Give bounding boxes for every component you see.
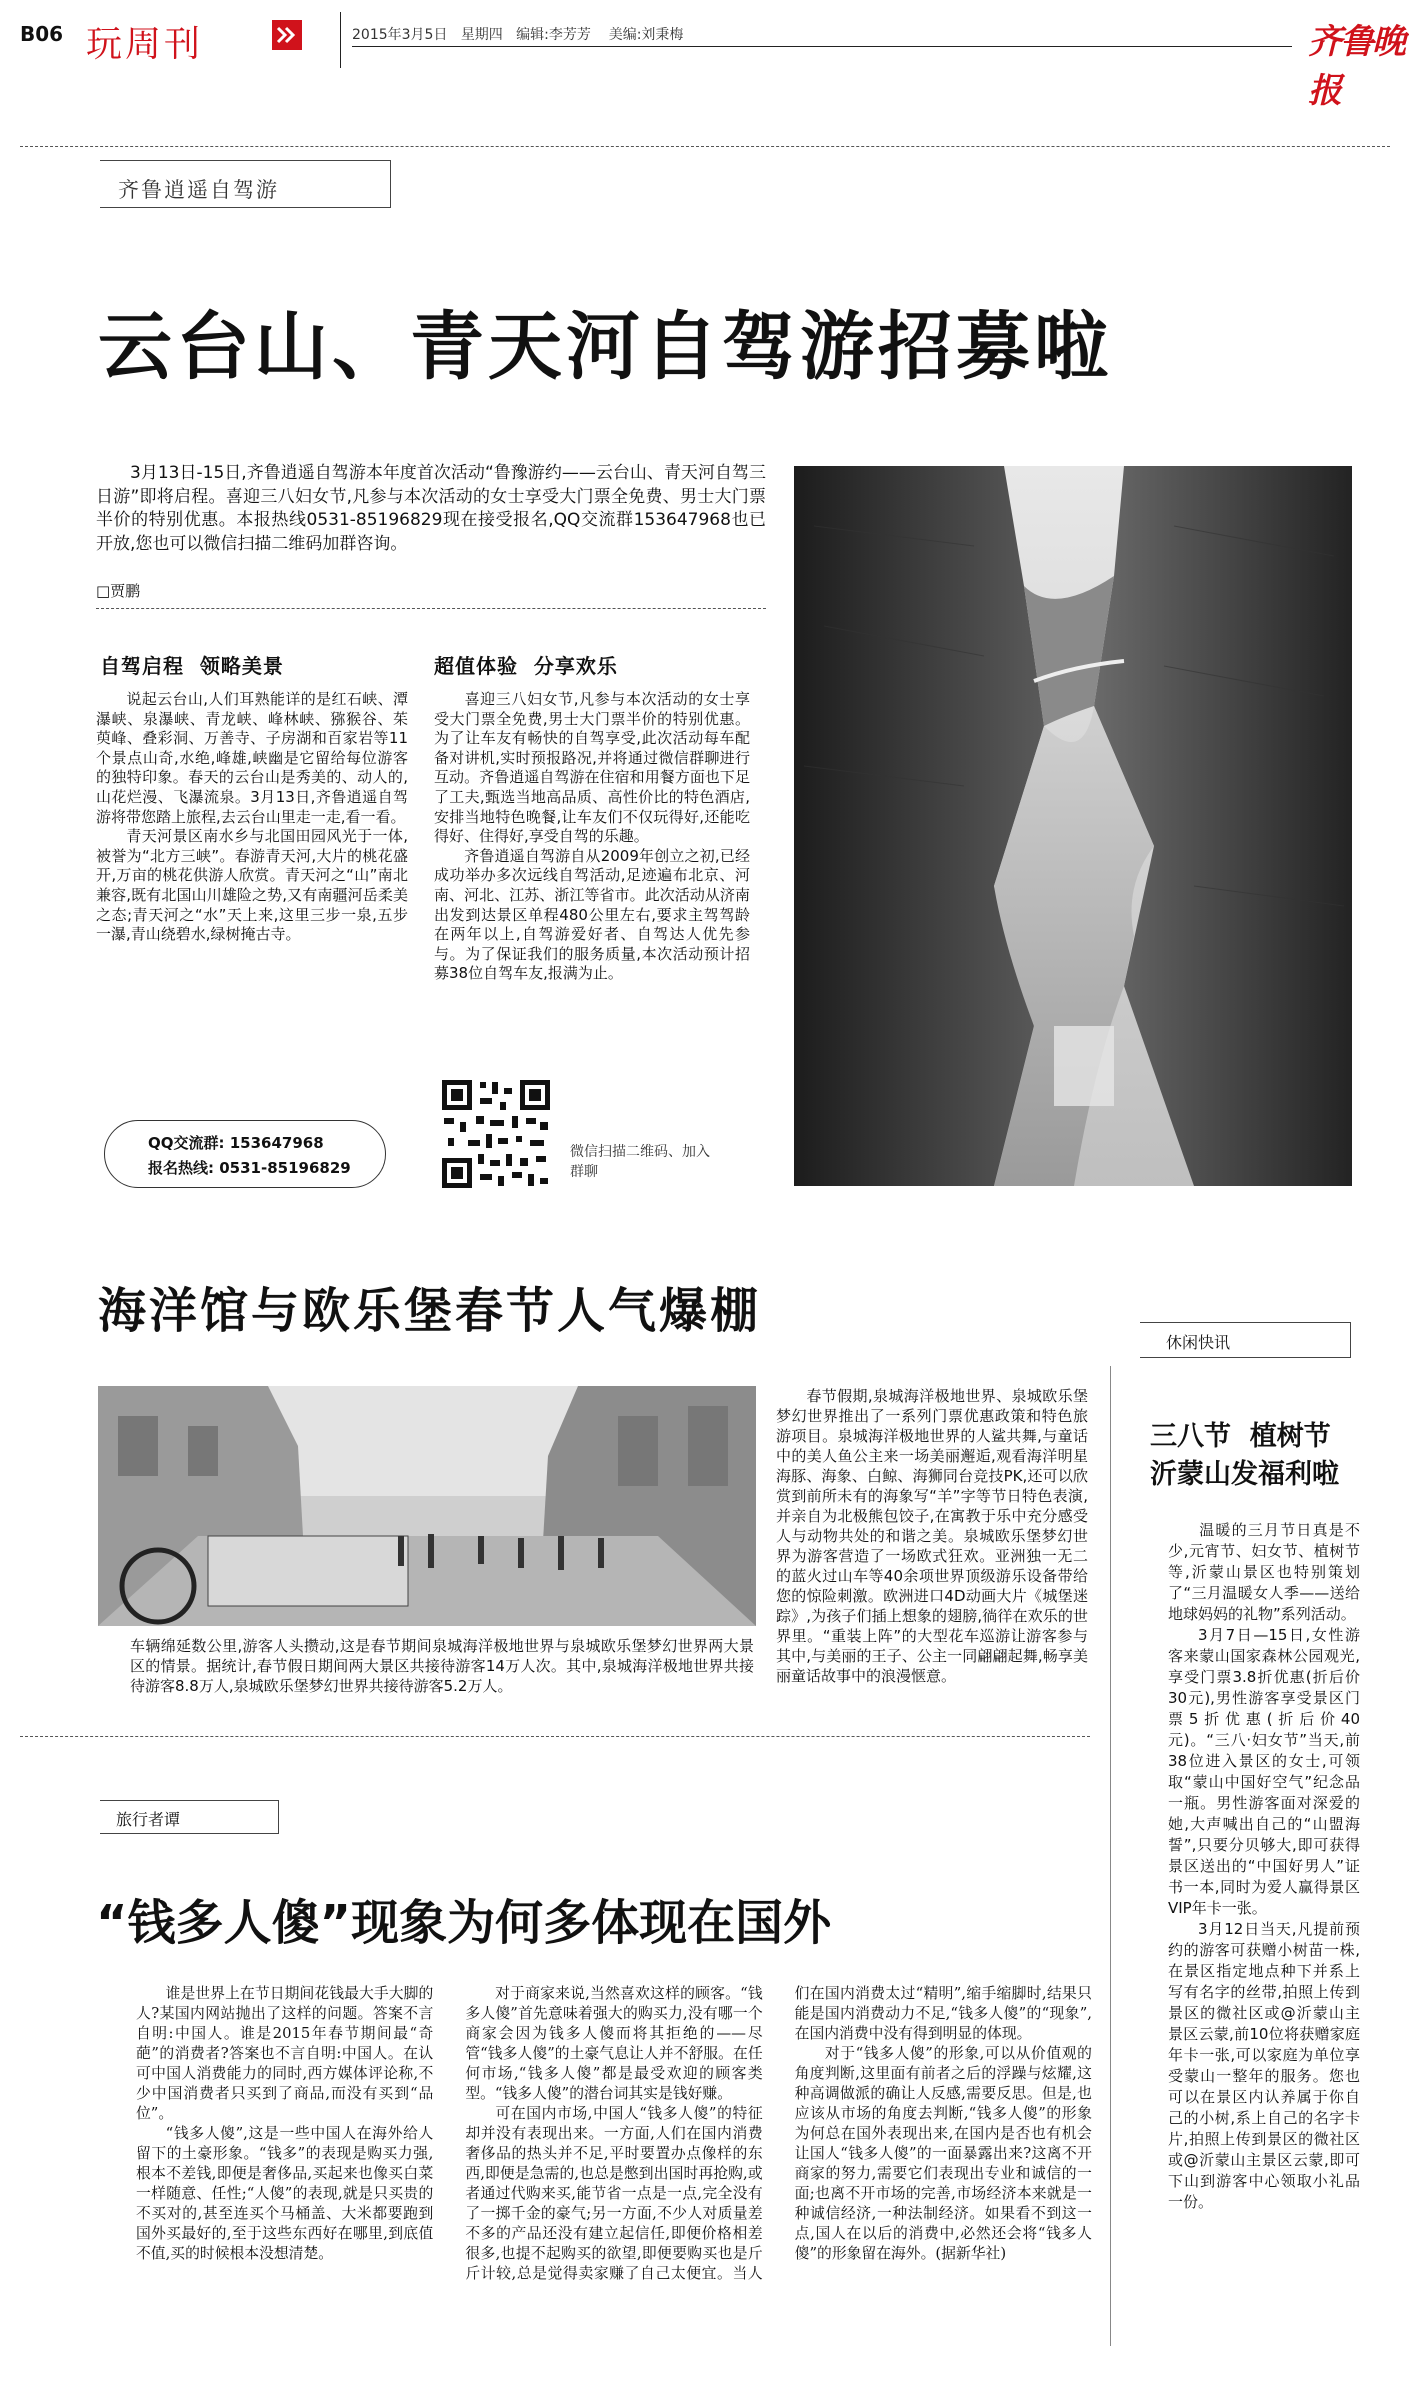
paragraph-text: 温暖的三月节日真是不少,元宵节、妇女节、植树节等,沂蒙山景区也特别策划了“三月温暖女人季——送给地球妈妈的礼物”系列活动。 [1168,1521,1360,1623]
paragraph-text: 春节假期,泉城海洋极地世界、泉城欧乐堡梦幻世界推出了一系列门票优惠政策和特色旅游项目。泉城海洋极地世界的人鲨共舞,与童话中的美人鱼公主来一场美丽邂逅,观看海洋明星海豚、海象、白鲸、海狮同台竞技PK,还可以欣赏到前所未有的海象写“羊”字等节日特色表演,并亲自为北极熊包饺子,在寓教于乐中充分感受人与动物共处的和谐之美。泉城欧乐堡梦幻世界为游客营造了一场欧式狂欢。亚洲独一无二的蓝火过山车等40余项世界顶级游乐设备带给您的惊险刺激。欧洲进口4D动画大片《城堡迷踪》,为孩子们插上想象的翅膀,徜徉在欢乐的世界里。“重装上阵”的大型花车巡游让游客参与其中,与美丽的王子、公主一同翩翩起舞,畅享美丽童话故事中的浪漫惬意。 [776,1387,1088,1685]
section-title: 玩周刊 [86,24,204,65]
paragraph [434,690,750,847]
column-tag: 齐鲁逍遥自驾游 [118,178,279,202]
traveler-divider [20,1736,1090,1737]
paragraph [96,827,408,945]
qq-group: QQ交流群: 153647968 [148,1134,324,1152]
paragraph-text: 谁是世界上在节日期间花钱最大手大脚的人?某国内网站抛出了这样的问题。答案不言自明:中国人。谁是2015年春节期间最“奇葩”的消费者?答案也不言自明:中国人。在认可中国人消费能力的同时,西方媒体评论称,不少中国消费者只买到了商品,而没有买到“品位”。 [136,1985,434,2122]
paragraph [136,1984,433,2124]
weekday: 星期四 [460,27,503,43]
yimeng-body [1168,1520,1360,2213]
paragraph-text: 喜迎三八妇女节,凡参与本次活动的女士享受大门票全免费,男士大门票半价的特别优惠。为了让车友有畅快的自驾享受,此次活动每车配备对讲机,实时预报路况,并将通过微信群聊进行互动。齐鲁逍遥自驾游在住宿和用餐方面也下足了工夫,甄选当地高品质、高性价比的特色酒店,安排当地特色晚餐,让车友们不仅玩得好,还能吃得好、住得好,享受自驾的乐趣。 [434,690,750,846]
paragraph-text: 对于“钱多人傻”的形象,可以从价值观的角度判断,这里面有前者之后的浮躁与炫耀,这种高调做派的确让人反感,需要反思。但是,也应该从市场的角度去判断,“钱多人傻”的形象为何总在国外表现出来,在国内是否也有机会让国人“钱多人傻”的一面暴露出来?这离不开商家的努力,需要它们表现出专业和诚信的一面;也离不开市场的完善,市场经济本来就是一种诚信经济,一种法制经济。如果看不到这一点,国人在以后的消费中,必然还会将“钱多人傻”的形象留在海外。(据新华社) [794,2045,1092,2262]
canyon-photo [794,466,1352,1186]
paragraph [96,690,408,827]
subheading-value: 超值体验 分享欢乐 [434,654,618,678]
qr-caption: 微信扫描二维码、加入群聊 [570,1144,710,1180]
photo-caption [130,1636,754,1696]
page-number: B06 [20,22,64,46]
section-arrow-icon [272,20,302,50]
header-vertical-divider [340,12,341,68]
hotline: 报名热线: 0531-85196829 [148,1159,351,1177]
header-underline [352,46,1292,47]
lead-text: 3月13日-15日,齐鲁逍遥自驾游本年度首次活动“鲁豫游约——云台山、青天河自驾三日游”即将启程。喜迎三八妇女节,凡参与本次活动的女士享受大门票全免费、男士大门票半价的特别优惠。本报热线0531-85196829现在接受报名,QQ交流群153647968也已开放,您也可以微信扫描二维码加群咨询。 [96,463,766,554]
headline-yuntai: 云台山、青天河自驾游招募啦 [98,304,1112,390]
money-body [136,1984,1092,2348]
paragraph [776,1386,1088,1686]
paragraph-text: 对于商家来说,当然喜欢这样的顾客。“钱多人傻”首先意味着强大的购买力,没有哪一个商家会因为钱多人傻而将其拒绝的——尽管“钱多人傻”的土豪气息让人并不舒服。在任何市场,“钱多人傻”都是最受欢迎的顾客类型。“钱多人傻”的潜台词其实是钱好赚。 [465,1985,763,2102]
paragraph [434,847,750,984]
date: 2015年3月5日 [352,27,448,43]
lead-paragraph [96,462,766,556]
headline-yimeng-2: 沂蒙山发福利啦 [1150,1459,1339,1490]
paragraph [1168,1520,1360,1625]
headline-aquarium: 海洋馆与欧乐堡春节人气爆棚 [98,1283,762,1339]
top-dashed-divider [20,146,1390,147]
paragraph-text: 青天河景区南水乡与北国田园风光于一体,被誉为“北方三峡”。春游青天河,大片的桃花盛开,万亩的桃花供游人欣赏。青天河之“山”南北兼容,既有北国山川雄险之势,又有南疆河岳柔美之态;青天河之“水”天上来,这里三步一泉,五步一瀑,青山绕碧水,绿树掩古寺。 [96,827,408,944]
paragraph-text: 3月7日—15日,女性游客来蒙山国家森林公园观光,享受门票3.8折优惠(折后价30元),男性游客享受景区门票5折优惠(折后价40元)。“三八·妇女节”当天,前38位进入景区的女士,可领取“蒙山中国好空气”纪念品一瓶。男性游客面对深爱的她,大声喊出自己的“山盟海誓”,只要分贝够大,即可获得景区送出的“中国好男人”证书一本,同时为爱人赢得景区VIP年卡一张。 [1168,1626,1360,1917]
paragraph-text: 可在国内市场,中国人“钱多人傻”的特征却并没有表现出来。一方面,人们在国内消费奢侈品的热头并不足,平时要置办点像样的东西,即便是急需的,也总是憋到出国时再抢购,或者通过代购来买,能节省一点是一点,完全没有了一掷千金的豪气;另一方面,不少人对质量差不多的产品还没有建立起信任,即便价格相差很多,也提不起购买的欲望,即便要购买也是斤斤计较,总是觉得卖家赚了自己太便宜。当人们在国内消费太过“精明”,缩手缩脚时,结果只能是国内消费动力不足,“钱多人傻”的“现象”,在国内消费中没有得到明显的体现。 [465,1985,1092,2282]
paragraph [795,2044,1092,2264]
aquarium-body [776,1386,1088,1686]
column-1 [96,690,408,945]
paragraph [465,1984,762,2104]
paragraph-text: 齐鲁逍遥自驾游自从2009年创立之初,已经成功举办多次远线自驾活动,足迹遍布北京、河南、河北、江苏、浙江等省市。此次活动从济南出发到达景区单程480公里左右,要求主驾驾龄在两年以上,自驾游爱好者、自驾达人优先参与。为了保证我们的服务质量,本次活动预计招募38位自驾车友,报满为止。 [434,846,750,983]
paragraph-text: 3月12日当天,凡提前预约的游客可获赠小树苗一株,在景区指定地点种下并系上写有名字的丝带,拍照上传到景区的微社区或@沂蒙山主景区云蒙,前10位将获赠家庭年卡一张,可以家庭为单位享受蒙山一整年的服务。您也可以在景区内认养属于你自己的小树,系上自己的名字卡片,拍照上传到景区的微社区或@沂蒙山主景区云蒙,即可下山到游客中心领取小礼品一份。 [1168,1920,1360,2211]
amusement-park-photo [98,1386,756,1626]
paragraph [1168,1625,1360,1919]
column-2 [434,690,750,984]
paragraph-text: “钱多人傻”,这是一些中国人在海外给人留下的土豪形象。“钱多”的表现是购买力强,根本不差钱,即便是奢侈品,买起来也像买白菜一样随意、任性;“人傻”的表现,就是只买贵的不买对的,甚至连买个马桶盖、大米都要跑到国外买最好的,至于这些东西好在哪里,到底值不值,买的时候根本没想清楚。 [136,2125,434,2262]
caption-text: 车辆绵延数公里,游客人头攒动,这是春节期间泉城海洋极地世界与泉城欧乐堡梦幻世界两大景区的情景。据统计,春节假日期间两大景区共接待游客14万人次。其中,泉城海洋极地世界共接待游客8.8万人,泉城欧乐堡梦幻世界共接待游客5.2万人。 [130,1637,754,1695]
designer: 美编:刘秉梅 [608,27,684,43]
subheading-drive: 自驾启程 领略美景 [100,654,284,678]
editor: 编辑:李芳芳 [516,27,591,43]
traveler-tag: 旅行者谭 [116,1810,181,1829]
paragraph [1168,1919,1360,2213]
paragraph [136,2124,433,2264]
news-tag: 休闲快讯 [1166,1333,1231,1352]
headline-yimeng-1: 三八节 植树节 [1150,1421,1331,1452]
byline-divider [96,608,766,609]
issue-date [352,24,683,44]
qr-code-icon [440,1078,552,1190]
paragraph-text: 说起云台山,人们耳熟能详的是红石峡、潭瀑峡、泉瀑峡、青龙峡、峰林峡、猕猴谷、茱萸峰、叠彩洞、万善寺、子房湖和百家岩等11个景点山奇,水绝,峰雄,峡幽是它留给每位游客的独特印象。春天的云台山是秀美的、动人的,山花烂漫、飞瀑流泉。3月13日,齐鲁逍遥自驾游将带您踏上旅程,去云台山里走一走,看一看。 [96,690,408,826]
headline-money: “钱多人傻”现象为何多体现在国外 [96,1895,832,1951]
sidebar-divider [1110,1366,1111,2346]
byline: □贾鹏 [96,582,141,600]
paper-logo: 齐鲁晚报 [1308,22,1404,111]
